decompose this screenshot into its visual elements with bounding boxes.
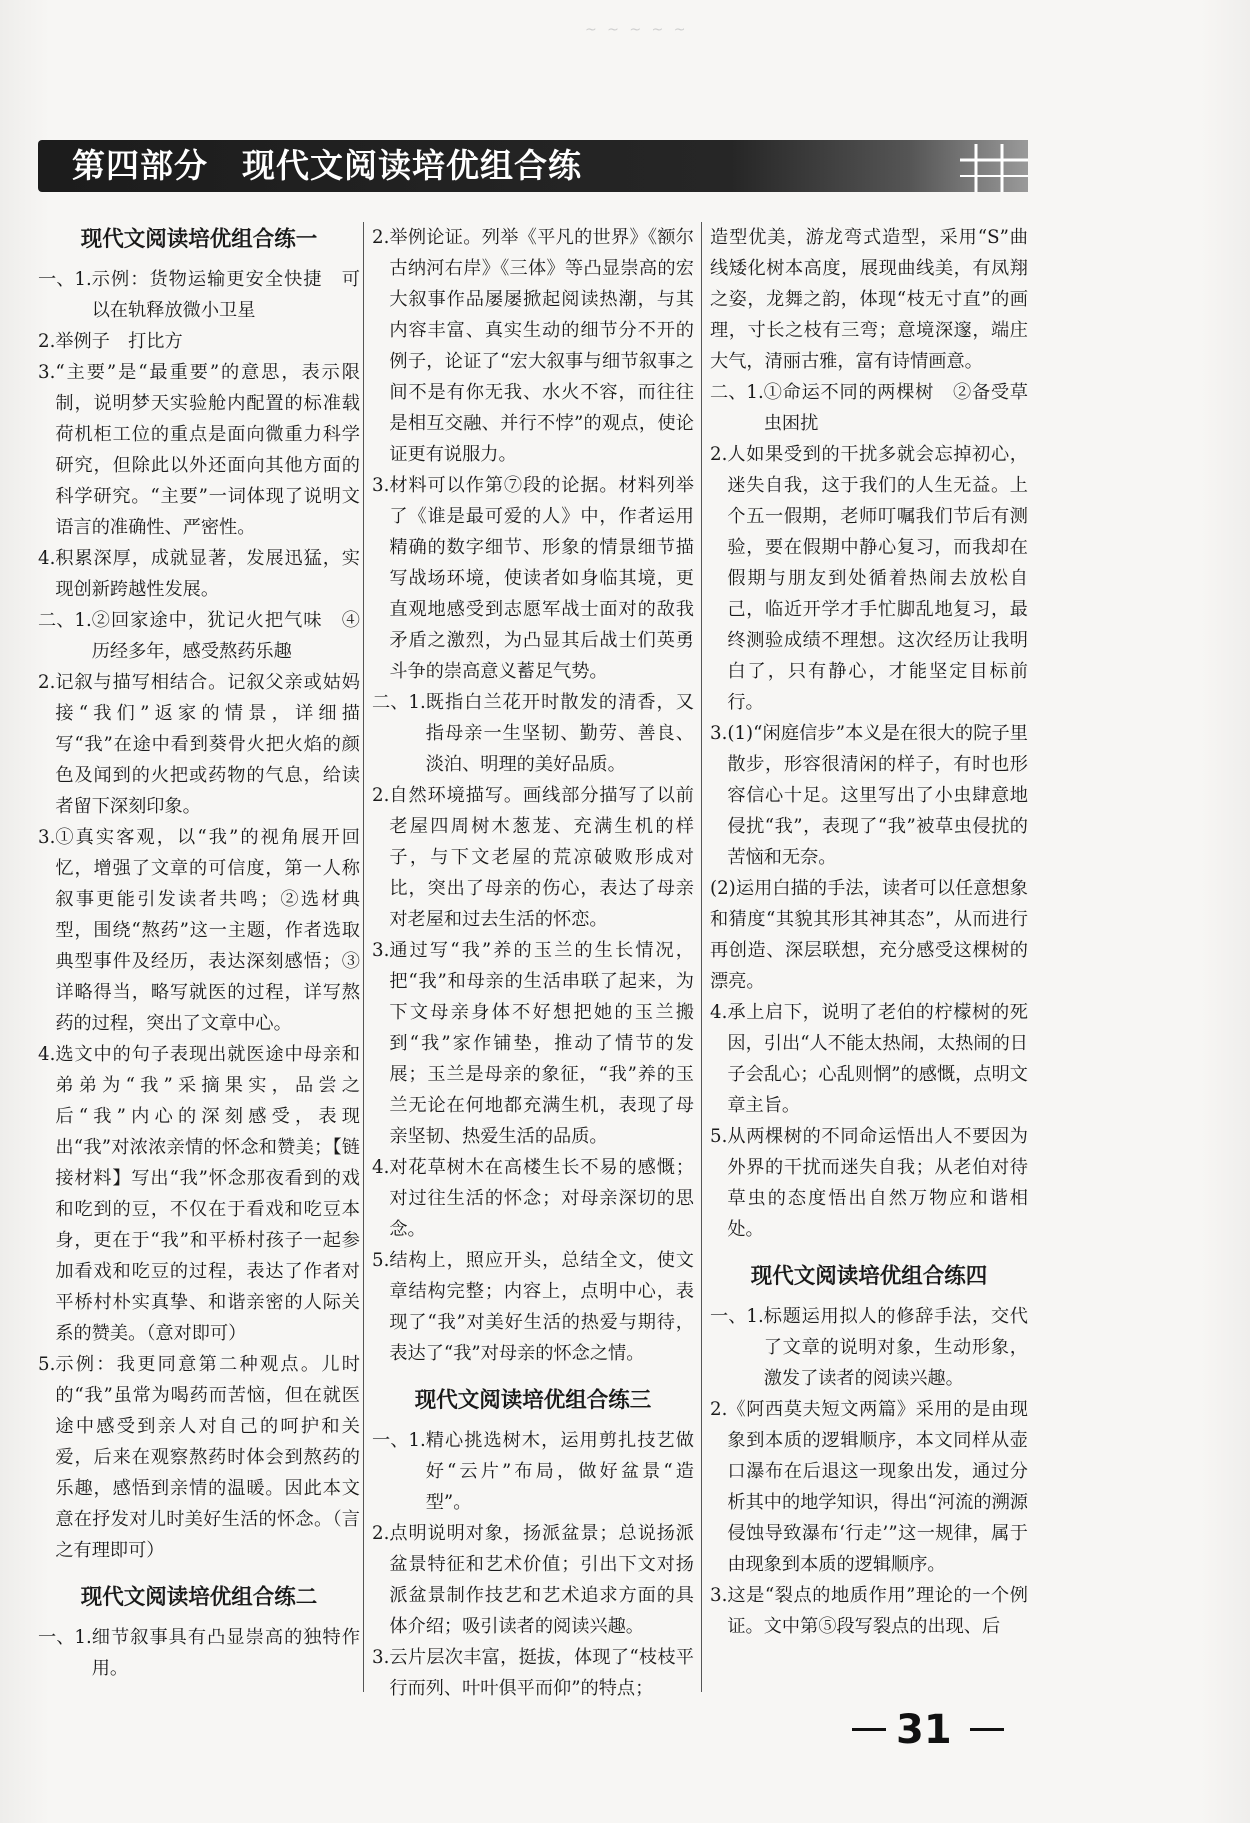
answer-column-3 [710, 222, 1028, 1642]
answer-text: ①真实客观，以“我”的视角展开回忆，增强了文章的可信度，第一人称叙事更能引发读者共鸣；②选材典型，围绕“熬药”这一主题，作者选取典型事件及经历，表达深刻感悟；③详略得当，略写就医的过程，详写熬药的过程，突出了文章中心。 [55, 827, 360, 1034]
answer-entry [372, 780, 694, 935]
answer-entry [372, 1152, 694, 1245]
answer-entry [710, 439, 1028, 718]
answer-entry [38, 543, 360, 605]
answer-entry [710, 222, 1028, 377]
answer-entry [372, 1425, 694, 1518]
answer-text: 材料可以作第⑦段的论据。材料列举了《谁是最可爱的人》中，作者运用精确的数字细节、形象的情景细节描写战场环境，使读者如身临其境，更直观地感受到志愿军战士面对的敌我矛盾之激烈，为凸显其后战士们英勇斗争的崇高意义蓄足气势。 [389, 475, 694, 682]
answer-text: 造型优美，游龙弯式造型，采用“S”曲线矮化树本高度，展现曲线美，有凤翔之姿，龙舞之韵，体现“枝无寸直”的画理，寸长之枝有三弯；意境深邃，端庄大气，清丽古雅，富有诗情画意。 [710, 227, 1028, 372]
answer-text: 选文中的句子表现出就医途中母亲和弟弟为“我”采摘果实，品尝之后“我”内心的深刻感受，表现出“我”对浓浓亲情的怀念和赞美；【链接材料】写出“我”怀念那夜看到的戏和吃到的豆，不仅在于看戏和吃豆本身，更在于“我”和平桥村孩子一起参加看戏和吃豆的过程，表达了作者对平桥村朴实真挚、和谐亲密的人际关系的赞美。（意对即可） [55, 1044, 360, 1344]
faint-scan-marks: ~ ~ ~ ~ ~ [585, 22, 689, 38]
answer-text: 《阿西莫夫短文两篇》采用的是由现象到本质的逻辑顺序，本文同样从壶口瀑布在后退这一现象出发，通过分析其中的地学知识，得出“河流的溯源侵蚀导致瀑布‘行走’”这一规律，属于由现象到本质的逻辑顺序。 [727, 1399, 1028, 1575]
answer-entry [38, 1349, 360, 1566]
answer-number: 2. [38, 672, 56, 693]
answer-text: ②回家途中，犹记火把气味 ④历经多年，感受熬药乐趣 [91, 610, 360, 662]
answer-text: 自然环境描写。画线部分描写了以前老屋四周树木葱茏、充满生机的样子，与下文老屋的荒凉破败形成对比，突出了母亲的伤心，表达了母亲对老屋和过去生活的怀恋。 [389, 785, 694, 930]
section-title: 现代文阅读培优组合练四 [750, 1264, 988, 1289]
answer-number: 2. [372, 227, 390, 248]
answer-entry [372, 470, 694, 687]
banner-grid-icon [958, 140, 1030, 194]
answer-text: 云片层次丰富，挺拔，体现了“枝枝平行而列、叶叶俱平而仰”的特点； [389, 1647, 694, 1699]
answer-text: 承上启下，说明了老伯的柠檬树的死因，引出“人不能太热闹，太热闹的日子会乱心；心乱则惘”的感慨，点明文章主旨。 [727, 1002, 1028, 1116]
section-title: 现代文阅读培优组合练三 [414, 1388, 652, 1413]
answer-text: 积累深厚，成就显著，发展迅猛，实现创新跨越性发展。 [55, 548, 360, 600]
answer-text: 精心挑选树木，运用剪扎技艺做好“云片”布局，做好盆景“造型”。 [425, 1430, 694, 1513]
section-title: 现代文阅读培优组合练二 [80, 1585, 318, 1610]
answer-number: 一、1. [372, 1430, 426, 1451]
answer-number: 3. [38, 827, 56, 848]
answer-number: 2. [38, 331, 56, 352]
answer-number: 5. [38, 1354, 56, 1375]
answer-entry [372, 935, 694, 1152]
answer-entry [38, 1039, 360, 1349]
answer-number: 2. [372, 785, 390, 806]
answer-number: 3. [372, 475, 390, 496]
answer-text: 既指白兰花开时散发的清香，又指母亲一生坚韧、勤劳、善良、淡泊、明理的美好品质。 [425, 692, 694, 775]
answer-number: 3. [372, 1647, 390, 1668]
answer-text: 记叙与描写相结合。记叙父亲或姑妈接“我们”返家的情景，详细描写“我”在途中看到葵骨火把火焰的颜色及闻到的火把或药物的气息，给读者留下深刻印象。 [55, 672, 360, 817]
answer-entry [710, 997, 1028, 1121]
answer-text: 通过写“我”养的玉兰的生长情况，把“我”和母亲的生活串联了起来，为下文母亲身体不好想把她的玉兰搬到“我”家作铺垫，推动了情节的发展；玉兰是母亲的象征，“我”养的玉兰无论在何地都充满生机，表现了母亲坚韧、热爱生活的品质。 [389, 940, 694, 1147]
answer-text: ①命运不同的两棵树 ②备受草虫困扰 [763, 382, 1028, 434]
answer-number: 2. [710, 1399, 728, 1420]
answer-number: 一、1. [38, 1627, 92, 1648]
answer-text: (2)运用白描的手法，读者可以任意想象和猜度“其貌其形其神其态”，从而进行再创造、深层联想，充分感受这棵树的漂亮。 [710, 878, 1028, 992]
page-number-dash-right [970, 1728, 1004, 1731]
answer-entry [372, 222, 694, 470]
answer-text: “主要”是“最重要”的意思，表示限制，说明梦天实验舱内配置的标准载荷机柜工位的重点是面向微重力科学研究，但除此以外还面向其他方面的科学研究。“主要”一词体现了说明文语言的准确性、严密性。 [55, 362, 360, 538]
answer-entry [372, 687, 694, 780]
answer-entry [710, 1301, 1028, 1394]
answer-number: 3. [710, 723, 728, 744]
section-title: 现代文阅读培优组合练一 [80, 227, 318, 252]
answer-text: 示例：我更同意第二种观点。儿时的“我”虽常为喝药而苦恼，但在就医途中感受到亲人对自己的呵护和关爱，后来在观察熬药时体会到熬药的乐趣，感悟到亲情的温暖。因此本文意在抒发对儿时美好生活的怀念。（言之有理即可） [55, 1354, 360, 1561]
answer-column-2 [372, 222, 694, 1704]
answer-text: (1)“闲庭信步”本义是在很大的院子里散步，形容很清闲的样子，有时也形容信心十足。这里写出了小虫肆意地侵扰“我”，表现了“我”被草虫侵扰的苦恼和无奈。 [727, 723, 1028, 868]
answer-number: 4. [710, 1002, 728, 1023]
answer-entry [372, 1642, 694, 1704]
answer-entry [38, 822, 360, 1039]
answer-text: 点明说明对象，扬派盆景；总说扬派盆景特征和艺术价值；引出下文对扬派盆景制作技艺和艺术追求方面的具体介绍；吸引读者的阅读兴趣。 [389, 1523, 694, 1637]
answer-text: 人如果受到的干扰多就会忘掉初心，迷失自我，这于我们的人生无益。上个五一假期，老师叮嘱我们节后有测验，要在假期中静心复习，而我却在假期与朋友到处循着热闹去放松自己，临近开学才手忙脚乱地复习，最终测验成绩不理想。这次经历让我明白了，只有静心，才能坚定目标前行。 [727, 444, 1028, 713]
answer-number: 3. [38, 362, 56, 383]
page-number-dash-left [852, 1728, 886, 1731]
answer-entry [38, 264, 360, 326]
answer-entry [710, 1580, 1028, 1642]
answer-entry [38, 605, 360, 667]
answer-number: 4. [38, 548, 56, 569]
answer-number: 二、1. [710, 382, 764, 403]
answer-number: 5. [710, 1126, 728, 1147]
answer-number: 4. [38, 1044, 56, 1065]
answer-number: 二、1. [38, 610, 92, 631]
answer-entry [38, 326, 360, 357]
answer-entry [710, 873, 1028, 997]
answer-text: 这是“裂点的地质作用”理论的一个例证。文中第⑤段写裂点的出现、后 [727, 1585, 1028, 1637]
answer-text: 对花草树木在高楼生长不易的感慨；对过往生活的怀念；对母亲深切的思念。 [389, 1157, 694, 1240]
answer-number: 2. [710, 444, 728, 465]
column-divider [363, 222, 364, 1692]
answer-column-1 [38, 222, 360, 1684]
answer-number: 3. [372, 940, 390, 961]
answer-text: 示例：货物运输更安全快捷 可以在轨释放微小卫星 [91, 269, 360, 321]
answer-text: 标题运用拟人的修辞手法，交代了文章的说明对象，生动形象，激发了读者的阅读兴趣。 [763, 1306, 1028, 1389]
answer-number: 2. [372, 1523, 390, 1544]
answer-entry [38, 357, 360, 543]
section-banner-title: 第四部分 现代文阅读培优组合练 [72, 146, 582, 185]
answer-number: 一、1. [710, 1306, 764, 1327]
answer-number: 一、1. [38, 269, 92, 290]
answer-text: 细节叙事具有凸显崇高的独特作用。 [91, 1627, 360, 1679]
answer-number: 5. [372, 1250, 390, 1271]
answer-text: 举例论证。列举《平凡的世界》《额尔古纳河右岸》《三体》等凸显崇高的宏大叙事作品屡屡掀起阅读热潮，与其内容丰富、真实生动的细节分不开的例子，论证了“宏大叙事与细节叙事之间不是有你无我、水火不容，而往往是相互交融、并行不悖”的观点，使论证更有说服力。 [389, 227, 694, 465]
answer-number: 3. [710, 1585, 728, 1606]
answer-entry [710, 1121, 1028, 1245]
answer-text: 从两棵树的不同命运悟出人不要因为外界的干扰而迷失自我；从老伯对待草虫的态度悟出自然万物应和谐相处。 [727, 1126, 1028, 1240]
answer-entry [372, 1518, 694, 1642]
answer-text: 举例子 打比方 [55, 331, 183, 352]
answer-entry [38, 667, 360, 822]
answer-number: 二、1. [372, 692, 426, 713]
answer-text: 结构上，照应开头，总结全文，使文章结构完整；内容上，点明中心，表现了“我”对美好生活的热爱与期待，表达了“我”对母亲的怀念之情。 [389, 1250, 694, 1364]
answer-entry [710, 718, 1028, 873]
answer-entry [710, 1394, 1028, 1580]
answer-entry [710, 377, 1028, 439]
page-number: 31 [896, 1707, 952, 1753]
column-divider [701, 222, 702, 1692]
answer-entry [372, 1245, 694, 1369]
answer-entry [38, 1622, 360, 1684]
answer-number: 4. [372, 1157, 390, 1178]
